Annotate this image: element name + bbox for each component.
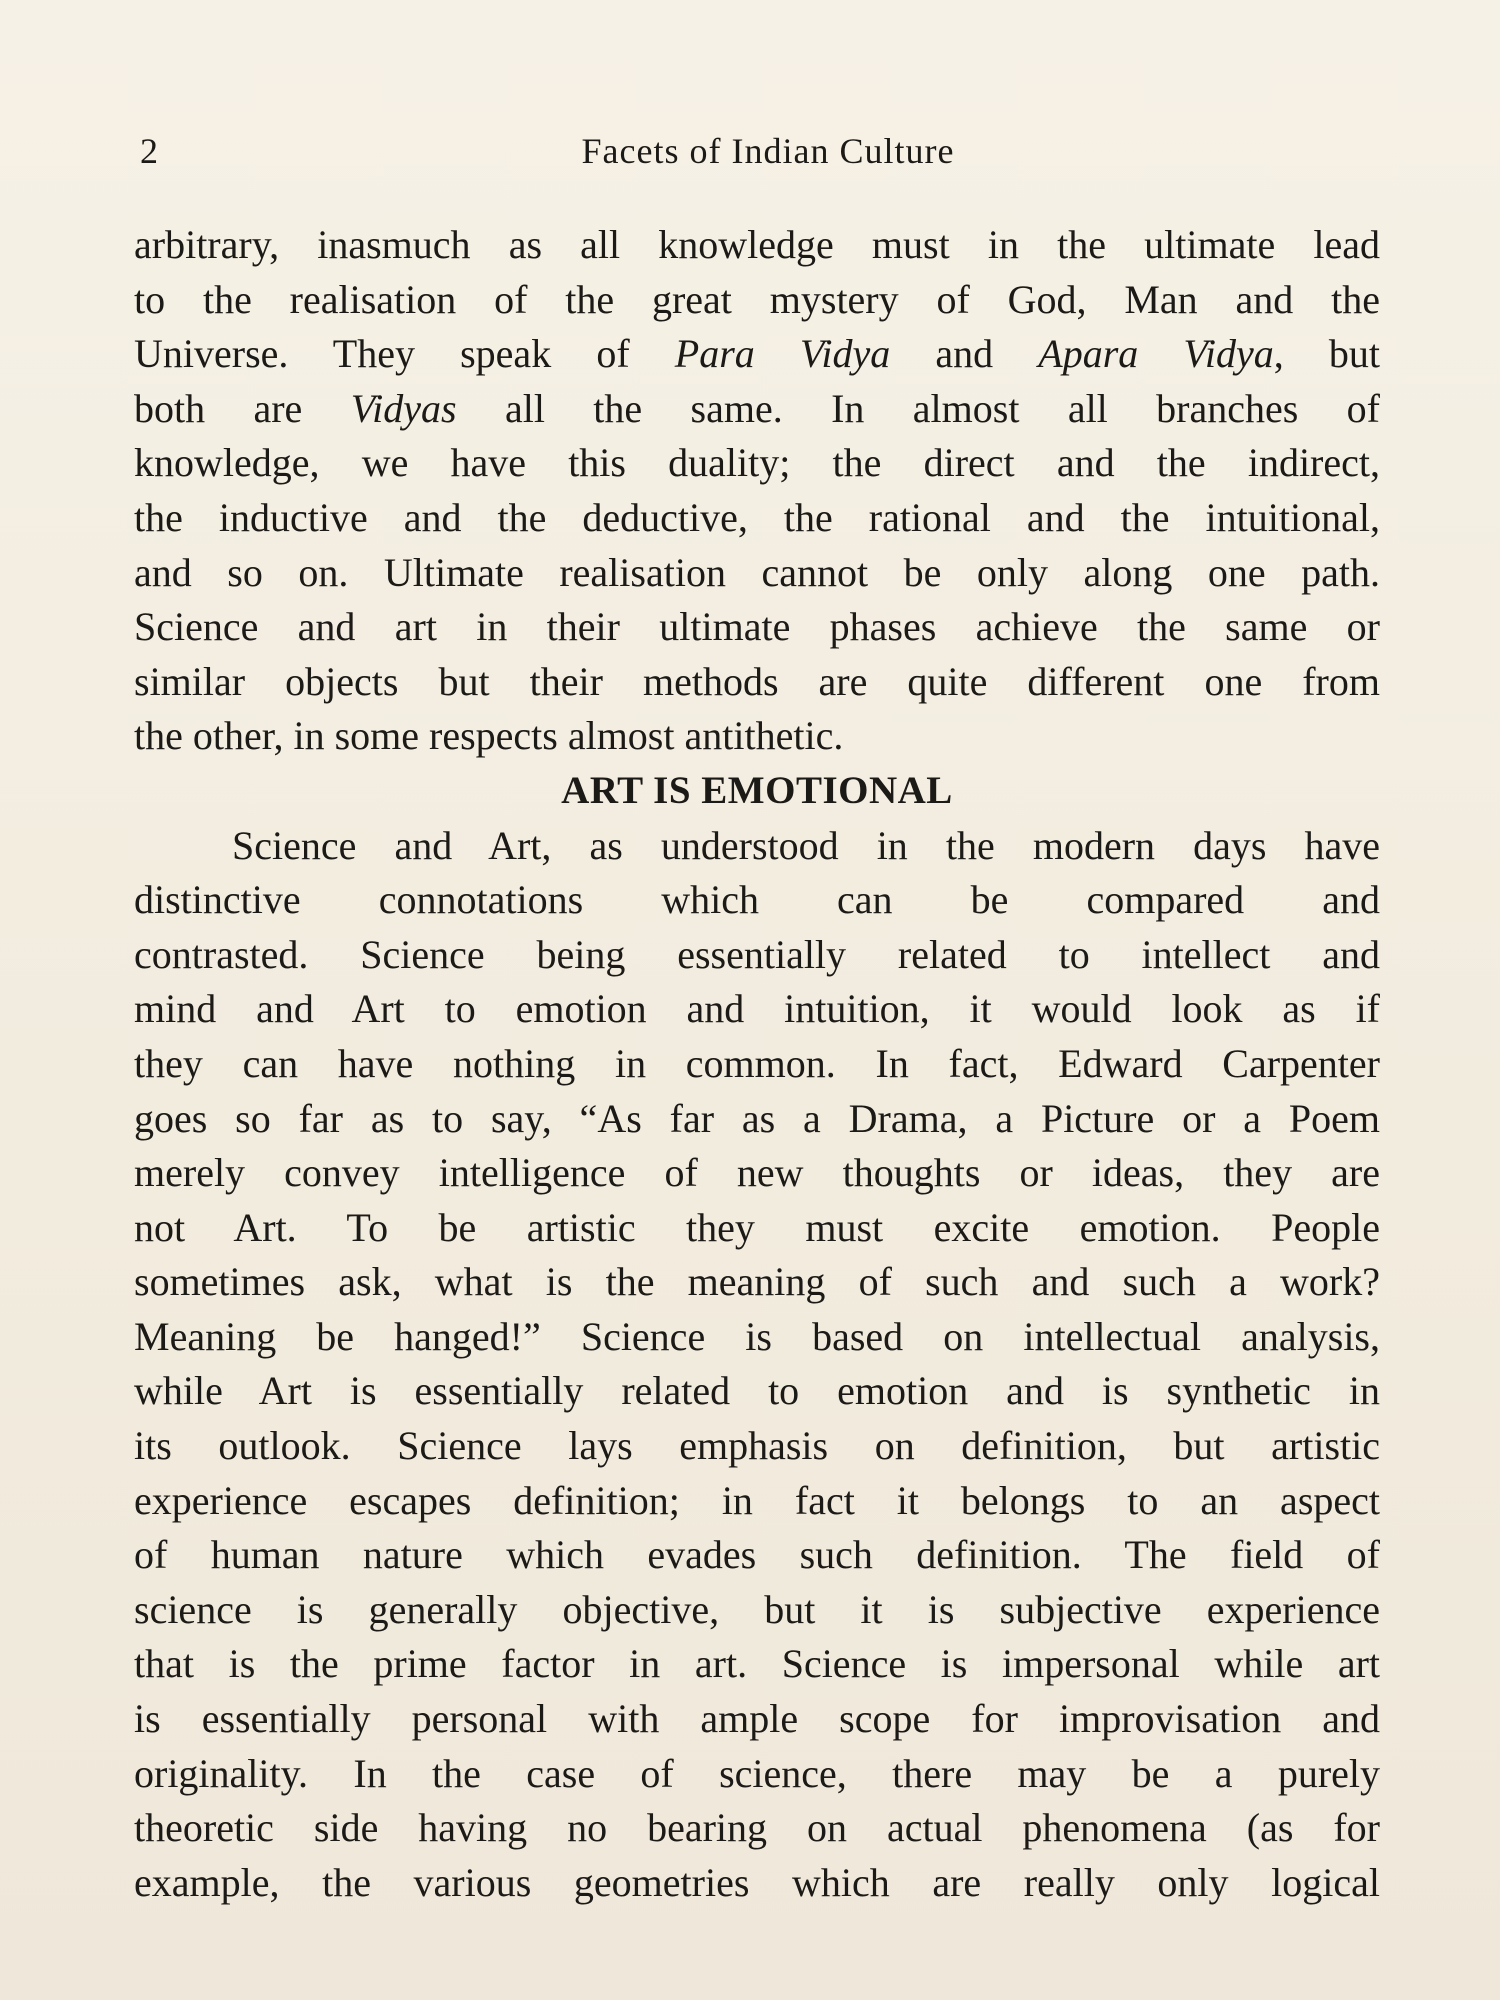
text-line: distinctive connotations which can be compared and [134,877,1380,923]
running-header [138,130,1378,180]
text-line: similar objects but their methods are quite different one from [134,658,1380,704]
text-line: that is the prime factor in art. Science is impersonal while art [134,1641,1380,1687]
text-line: goes so far as to say, “As far as a Drama, a Picture or a Poem [134,1095,1380,1141]
text-line: not Art. To be artistic they must excite emotion. People [134,1204,1380,1250]
text-line: the inductive and the deductive, the rational and the intuitional, [134,494,1380,540]
page-number: 2 [140,131,159,171]
body-text [134,218,1380,1910]
text-line: the other, in some respects almost antithetic. [134,713,844,759]
text-line: Science and art in their ultimate phases achieve the same or [134,604,1380,650]
text-segment: both are [134,385,351,431]
book-title: Facets of Indian Culture [581,131,955,171]
text-line [134,382,1380,437]
text-segment: , but [1273,331,1380,377]
text-line: knowledge, we have this duality; the direct and the indirect, [134,440,1380,486]
section-heading: ART IS EMOTIONAL [561,768,953,812]
text-line [134,327,1380,382]
text-line: while Art is essentially related to emotion and is synthetic in [134,1368,1380,1414]
text-line: is essentially personal with ample scope for improvisation and [134,1696,1380,1742]
text-line: example, the various geometries which are really only logical [134,1859,1380,1905]
italic-term: Para Vidya [674,331,891,377]
text-line: sometimes ask, what is the meaning of such and such a work? [134,1259,1380,1305]
text-line: of human nature which evades such definition. The field of [134,1532,1380,1578]
text-line: Science and Art, as understood in the modern days have [232,822,1380,868]
text-line: contrasted. Science being essentially related to intellect and [134,931,1380,977]
text-segment: all the same. In almost all branches of [456,385,1380,431]
text-line: Meaning be hanged!” Science is based on intellectual analysis, [134,1313,1380,1359]
text-line: experience escapes definition; in fact it belongs to an aspect [134,1477,1380,1523]
italic-term: Vidyas [350,385,457,431]
text-segment: and [890,331,1039,377]
text-line: merely convey intelligence of new thoughts or ideas, they are [134,1150,1380,1196]
text-segment: Universe. They speak of [134,331,675,377]
text-line: mind and Art to emotion and intuition, it would look as if [134,986,1380,1032]
text-line: science is generally objective, but it is subjective experience [134,1586,1380,1632]
text-line: theoretic side having no bearing on actual phenomena (as for [134,1805,1380,1851]
text-line: arbitrary, inasmuch as all knowledge must in the ultimate lead [134,222,1380,267]
text-line: they can have nothing in common. In fact, Edward Carpenter [134,1040,1380,1086]
text-line: and so on. Ultimate realisation cannot be only along one path. [134,549,1380,595]
text-line: originality. In the case of science, there may be a purely [134,1750,1380,1796]
text-line: its outlook. Science lays emphasis on definition, but artistic [134,1423,1380,1469]
text-line: to the realisation of the great mystery of God, Man and the [134,276,1380,322]
italic-term: Apara Vidya [1038,331,1274,377]
